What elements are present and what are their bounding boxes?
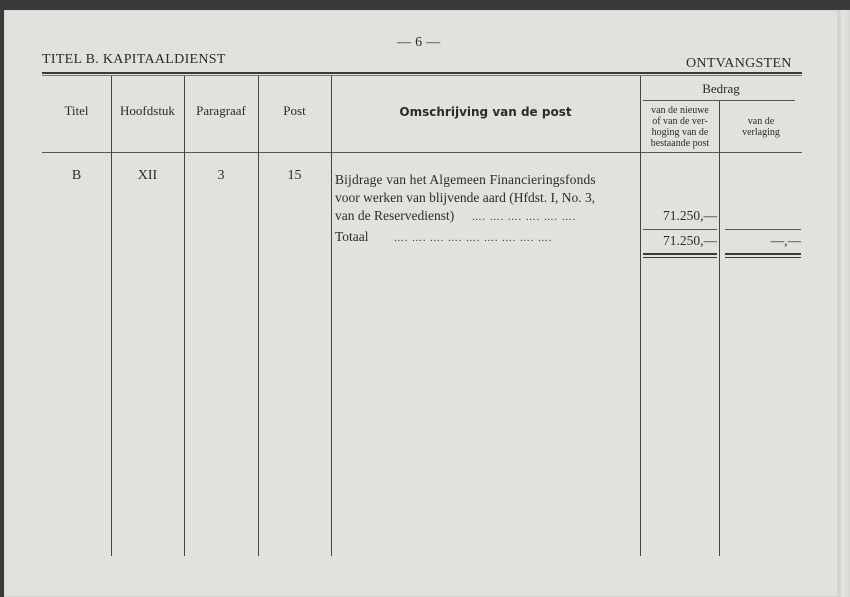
desc-line-3-dots: …. …. …. …. …. …. xyxy=(471,212,577,223)
bedrag-verlaging-line-1: van de xyxy=(747,116,775,127)
bedrag-nieuw-line-2: of van de ver- xyxy=(652,116,708,127)
top-rule xyxy=(42,72,802,74)
total-dots: …. …. …. …. …. …. …. …. …. xyxy=(393,233,553,244)
cell-hoofdstuk: XII xyxy=(137,168,158,183)
col-divider-6 xyxy=(719,101,720,556)
desc-line-3-text: van de Reservedienst) xyxy=(335,208,455,223)
total-label: Totaal xyxy=(335,229,369,244)
total-row xyxy=(335,228,552,248)
bedrag-verlaging-line-2: verlaging xyxy=(742,127,780,138)
col-header-post: Post xyxy=(283,103,306,118)
header-rule xyxy=(42,152,802,153)
total-double-rule-new-2 xyxy=(643,257,717,258)
section-type: ONTVANGSTEN xyxy=(686,56,792,71)
col-header-bedrag-verlaging xyxy=(720,116,802,138)
subtotal-rule-new xyxy=(643,229,717,230)
desc-line-3 xyxy=(335,207,576,227)
total-amount-verlaging: —,— xyxy=(770,233,801,248)
col-header-paragraaf: Paragraaf xyxy=(196,103,246,118)
col-header-bedrag: Bedrag xyxy=(702,81,740,96)
section-title: TITEL B. KAPITAALDIENST xyxy=(42,52,226,67)
bedrag-nieuw-line-3: hoging van de xyxy=(651,127,709,138)
total-double-rule-new-1 xyxy=(643,253,717,255)
page-number: — 6 — xyxy=(397,35,441,50)
desc-line-2: voor werken van blijvende aard (Hfdst. I, No. 3, xyxy=(335,190,596,205)
col-header-bedrag-nieuw xyxy=(641,105,719,149)
col-header-omschrijving: Omschrijving van de post xyxy=(399,105,572,119)
amount-new: 71.250,— xyxy=(663,208,717,223)
top-rule-2 xyxy=(42,75,802,76)
page-edge xyxy=(838,10,850,597)
col-divider-2 xyxy=(184,76,185,556)
total-double-rule-verlaging-2 xyxy=(725,257,801,258)
col-header-titel: Titel xyxy=(64,103,89,118)
col-divider-1 xyxy=(111,76,112,556)
col-header-hoofdstuk: Hoofdstuk xyxy=(120,103,175,118)
cell-paragraaf: 3 xyxy=(217,168,225,183)
desc-line-1: Bijdrage van het Algemeen Financieringsfonds xyxy=(335,172,596,187)
total-amount-new: 71.250,— xyxy=(663,233,717,248)
cell-post: 15 xyxy=(287,168,302,183)
cell-titel: B xyxy=(71,168,82,183)
document-page xyxy=(4,10,838,597)
subtotal-rule-verlaging xyxy=(725,229,801,230)
total-double-rule-verlaging-1 xyxy=(725,253,801,255)
bedrag-nieuw-line-4: bestaande post xyxy=(650,138,710,149)
col-divider-4 xyxy=(331,76,332,556)
bedrag-nieuw-line-1: van de nieuwe xyxy=(651,105,709,116)
col-divider-3 xyxy=(258,76,259,556)
